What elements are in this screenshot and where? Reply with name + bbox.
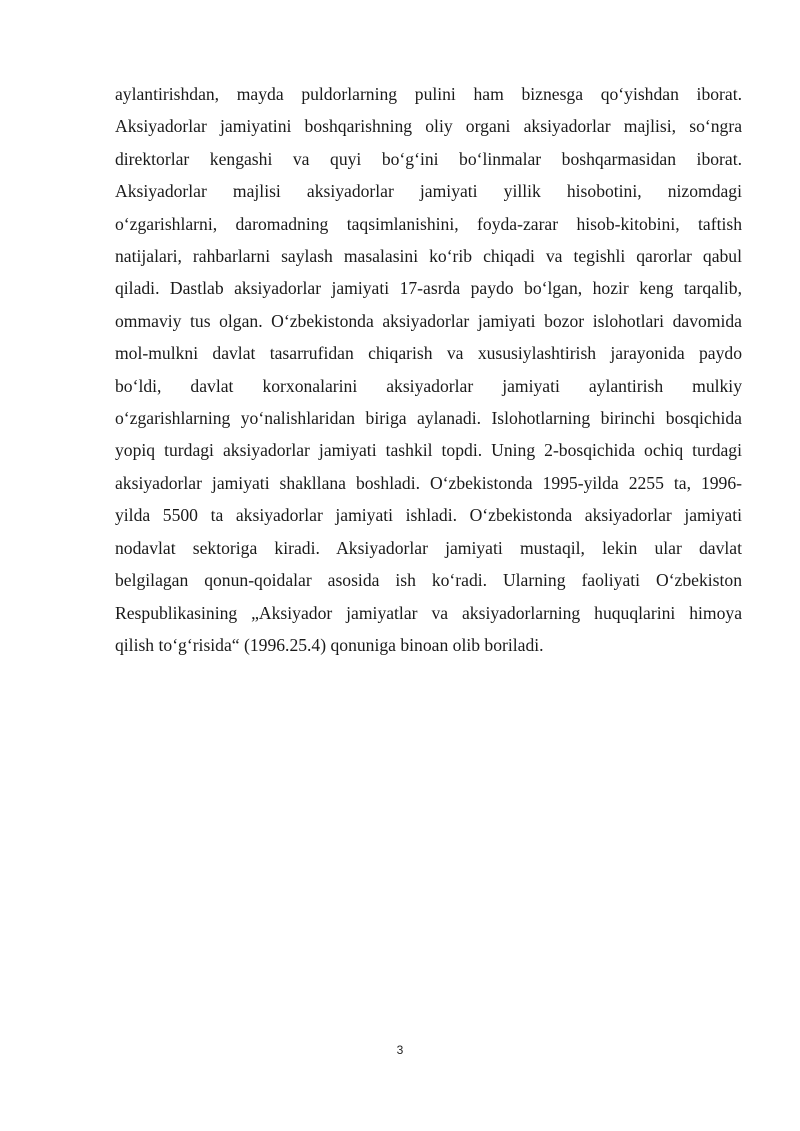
paragraph-line: mol-mulkni davlat tasarrufidan chiqarish va xususiylashtirish jarayonida paydo: [115, 343, 742, 364]
paragraph-line: yilda 5500 ta aksiyadorlar jamiyati ishladi. O‘zbekistonda aksiyadorlar jamiyati: [115, 505, 742, 526]
paragraph-line: o‘zgarishlarni, daromadning taqsimlanishini, foyda-zarar hisob-kitobini, taftish: [115, 213, 742, 234]
body-paragraph: [115, 78, 742, 661]
paragraph-line: belgilagan qonun-qoidalar asosida ish ko‘radi. Ularning faoliyati O‘zbekiston: [115, 570, 742, 591]
paragraph-line: bo‘ldi, davlat korxonalarini aksiyadorlar jamiyati aylantirish mulkiy: [115, 375, 742, 396]
paragraph-line: qiladi. Dastlab aksiyadorlar jamiyati 17-asrda paydo bo‘lgan, hozir keng tarqalib,: [115, 278, 742, 299]
paragraph-line: Aksiyadorlar jamiyatini boshqarishning oliy organi aksiyadorlar majlisi, so‘ngra: [115, 116, 742, 137]
paragraph-line: direktorlar kengashi va quyi bo‘g‘ini bo‘linmalar boshqarmasidan iborat.: [115, 148, 742, 169]
paragraph-line: natijalari, rahbarlarni saylash masalasini ko‘rib chiqadi va tegishli qarorlar qabul: [115, 246, 742, 267]
paragraph-line: o‘zgarishlarning yo‘nalishlaridan biriga aylanadi. Islohotlarning birinchi bosqichida: [115, 408, 742, 429]
paragraph-line: Respublikasining „Aksiyador jamiyatlar va aksiyadorlarning huquqlarini himoya: [115, 602, 742, 623]
paragraph-line: nodavlat sektoriga kiradi. Aksiyadorlar jamiyati mustaqil, lekin ular davlat: [115, 537, 742, 558]
paragraph-line: ommaviy tus olgan. O‘zbekistonda aksiyadorlar jamiyati bozor islohotlari davomida: [115, 310, 742, 331]
page-number: 3: [396, 1043, 404, 1057]
paragraph-line: qilish to‘g‘risida“ (1996.25.4) qonuniga binoan olib boriladi.: [115, 634, 544, 655]
paragraph-line: aksiyadorlar jamiyati shakllana boshladi. O‘zbekistonda 1995-yilda 2255 ta, 1996-: [115, 472, 742, 493]
paragraph-line: Aksiyadorlar majlisi aksiyadorlar jamiyati yillik hisobotini, nizomdagi: [115, 181, 742, 202]
paragraph-line: yopiq turdagi aksiyadorlar jamiyati tashkil topdi. Uning 2-bosqichida ochiq turdagi: [115, 440, 742, 461]
paragraph-line: aylantirishdan, mayda puldorlarning pulini ham biznesga qo‘yishdan iborat.: [115, 84, 742, 104]
